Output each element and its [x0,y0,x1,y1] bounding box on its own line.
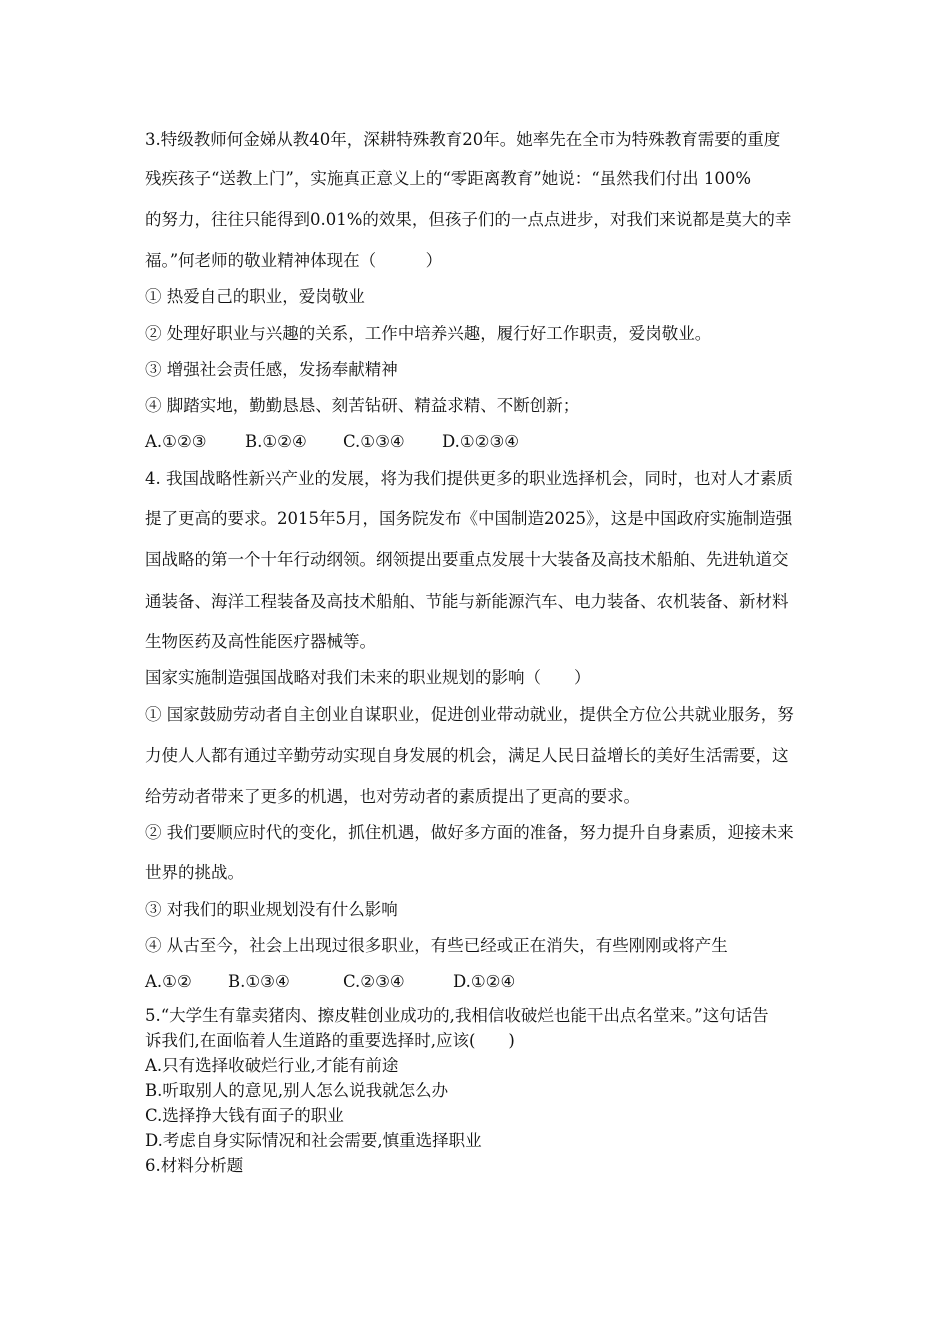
q4-item-1-line-2: 力使人人都有通过辛勤劳动实现自身发展的机会，满足人民日益增长的美好生活需要，这 [145,746,789,765]
q4-option-d: D.①②④ [453,972,516,991]
q5-option-b: B.听取别人的意见,别人怎么说我就怎么办 [145,1081,449,1100]
q6-title: 6.材料分析题 [145,1156,244,1175]
q5-option-d: D.考虑自身实际情况和社会需要,慎重选择职业 [145,1131,482,1150]
q5-line-1: 5.“大学生有靠卖猪肉、擦皮鞋创业成功的,我相信收破烂也能干出点名堂来。”这句话告 [145,1006,769,1025]
q4-option-a: A.①② [145,972,192,991]
q4-item-4: ④ 从古至今，社会上出现过很多职业，有些已经或正在消失，有些刚刚或将产生 [145,936,728,955]
q4-item-2-line-2: 世界的挑战。 [145,863,244,882]
q3-item-2: ② 处理好职业与兴趣的关系，工作中培养兴趣，履行好工作职责，爱岗敬业。 [145,324,712,343]
q4-line-3: 国战略的第一个十年行动纲领。纲领提出要重点发展十大装备及高技术船舶、先进轨道交 [145,550,789,569]
q3-option-b: B.①②④ [245,432,307,451]
q3-line-4: 福。”何老师的敬业精神体现在（ ） [145,251,443,270]
q4-item-2-line-1: ② 我们要顺应时代的变化，抓住机遇，做好多方面的准备，努力提升自身素质，迎接未来 [145,823,794,842]
q3-option-d: D.①②③④ [442,432,520,451]
q3-item-4: ④ 脚踏实地，勤勤恳恳、刻苦钻研、精益求精、不断创新； [145,396,580,415]
q3-option-c: C.①③④ [343,432,405,451]
q3-option-a: A.①②③ [145,432,207,451]
q4-line-2: 提了更高的要求。2015年5月，国务院发布《中国制造2025》，这是中国政府实施制造强 [145,509,793,528]
q5-option-a: A.只有选择收破烂行业,才能有前途 [145,1056,399,1075]
q4-line-5: 生物医药及高性能医疗器械等。 [145,632,376,651]
q5-line-2: 诉我们,在面临着人生道路的重要选择时,应该( ) [145,1031,515,1050]
q4-option-b: B.①③④ [228,972,290,991]
q4-item-3: ③ 对我们的职业规划没有什么影响 [145,900,398,919]
q4-question: 国家实施制造强国战略对我们未来的职业规划的影响（ ） [145,668,591,687]
q3-line-3: 的努力，往往只能得到0.01%的效果，但孩子们的一点点进步，对我们来说都是莫大的幸 [145,210,792,229]
q4-line-1: 4. 我国战略性新兴产业的发展，将为我们提供更多的职业选择机会，同时，也对人才素质 [145,469,793,488]
q3-item-3: ③ 增强社会责任感，发扬奉献精神 [145,360,398,379]
q4-option-c: C.②③④ [343,972,405,991]
q4-line-4: 通装备、海洋工程装备及高技术船舶、节能与新能源汽车、电力装备、农机装备、新材料 [145,592,789,611]
q3-line-1: 3.特级教师何金娣从教40年，深耕特殊教育20年。她率先在全市为特殊教育需要的重度 [145,130,781,149]
q5-option-c: C.选择挣大钱有面子的职业 [145,1106,344,1125]
q3-line-2: 残疾孩子“送教上门”，实施真正意义上的“零距离教育”她说：“虽然我们付出 100% [145,169,752,188]
q4-item-1-line-3: 给劳动者带来了更多的机遇，也对劳动者的素质提出了更高的要求。 [145,787,640,806]
q4-item-1-line-1: ① 国家鼓励劳动者自主创业自谋职业，促进创业带动就业，提供全方位公共就业服务，努 [145,705,794,724]
q3-item-1: ① 热爱自己的职业，爱岗敬业 [145,287,365,306]
